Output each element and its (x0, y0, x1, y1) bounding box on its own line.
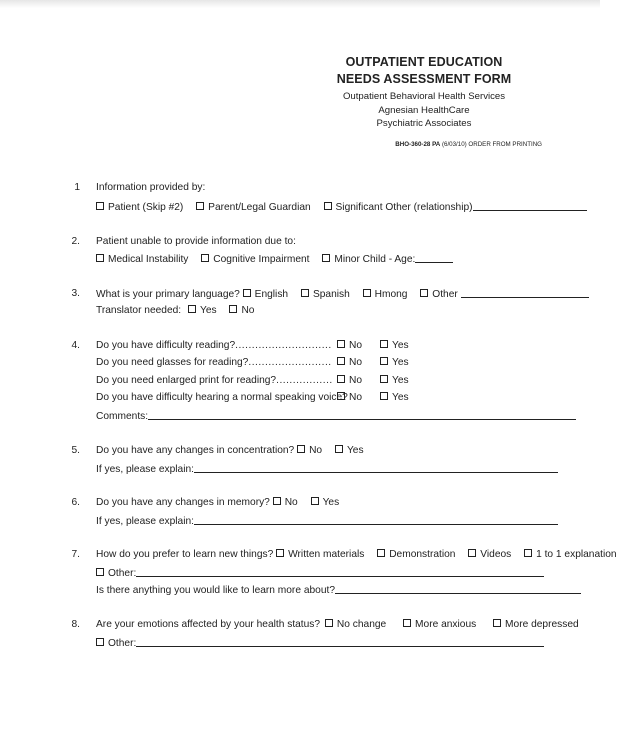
q5-yes-checkbox[interactable] (335, 445, 343, 453)
q8-other-label: Other: (108, 638, 137, 649)
q3-spanish-label: Spanish (312, 289, 350, 300)
q6-explain-field[interactable] (194, 514, 558, 525)
q2-number: 2. (71, 236, 80, 247)
q1-options (96, 200, 587, 214)
q7-one-to-one-label: 1 to 1 explanation (536, 549, 617, 560)
q4-number: 4. (71, 340, 80, 351)
q8-other-field[interactable] (136, 636, 544, 647)
q3-other-checkbox[interactable] (420, 289, 428, 297)
q7-more-label: Is there anything you would like to learn more about? (96, 585, 335, 596)
q3-english-label: English (254, 289, 289, 300)
q5-explain-field[interactable] (194, 462, 558, 473)
q5-explain-label: If yes, please explain: (96, 464, 194, 475)
q4-item-label: Do you have difficulty reading? (96, 340, 236, 351)
q3-other-field[interactable] (461, 287, 589, 298)
q3-line (96, 287, 589, 301)
q8-other-checkbox[interactable] (96, 638, 104, 646)
q4-yes-label: Yes (392, 392, 409, 403)
q4-item-row (96, 356, 332, 369)
q8-no-change-checkbox[interactable] (325, 619, 333, 627)
q6-number: 6. (71, 497, 80, 508)
q1-significant-other-checkbox[interactable] (324, 202, 332, 210)
q8-anxious-label: More anxious (415, 619, 477, 630)
q4-no-checkbox[interactable] (337, 375, 345, 383)
q4-yes-label: Yes (392, 340, 409, 351)
q8-no-change-label: No change (336, 619, 387, 630)
q4-yes-checkbox[interactable] (380, 357, 388, 365)
q4-no-label: No (349, 357, 363, 368)
q6-no-label: No (284, 497, 298, 508)
q5-number: 5. (71, 445, 80, 456)
q4-no-checkbox[interactable] (337, 392, 345, 400)
q7-demonstration-checkbox[interactable] (377, 549, 385, 557)
q4-item-options (337, 374, 409, 387)
q4-yes-checkbox[interactable] (380, 392, 388, 400)
q1-significant-other-label: Significant Other (relationship) (335, 202, 473, 213)
q4-item-label: Do you need enlarged print for reading? (96, 375, 277, 386)
q5-explain-line (96, 462, 558, 476)
q4-item-options (337, 356, 409, 369)
q1-label: Information provided by: (96, 182, 206, 193)
q7-written-label: Written materials (288, 549, 365, 560)
q4-no-checkbox[interactable] (337, 357, 345, 365)
q7-videos-checkbox[interactable] (468, 549, 476, 557)
q7-other-field[interactable] (136, 566, 544, 577)
q1-number: 1 (74, 182, 80, 193)
q4-item-row (96, 374, 333, 387)
q6-label: Do you have any changes in memory? (96, 497, 270, 508)
q6-explain-label: If yes, please explain: (96, 516, 194, 527)
q4-comments-field[interactable] (148, 409, 576, 420)
q1-patient-checkbox[interactable] (96, 202, 104, 210)
q4-item-row (96, 339, 332, 352)
q4-yes-label: Yes (392, 375, 409, 386)
q2-cognitive-checkbox[interactable] (201, 254, 209, 262)
q2-minor-label: Minor Child - Age: (334, 254, 416, 265)
q5-label: Do you have any changes in concentration? (96, 445, 295, 456)
q1-guardian-checkbox[interactable] (196, 202, 204, 210)
q1-patient-label: Patient (Skip #2) (108, 202, 184, 213)
q4-yes-checkbox[interactable] (380, 375, 388, 383)
q3-number: 3. (71, 288, 80, 299)
q3-hmong-label: Hmong (374, 289, 408, 300)
form-code: BHO-360-28 PA (395, 141, 441, 148)
q1-relationship-field[interactable] (473, 200, 587, 211)
q6-no-checkbox[interactable] (273, 497, 281, 505)
q4-no-checkbox[interactable] (337, 340, 345, 348)
q4-item-label: Do you have difficulty hearing a normal speaking voice? (96, 392, 348, 403)
q6-yes-checkbox[interactable] (311, 497, 319, 505)
q2-medical-checkbox[interactable] (96, 254, 104, 262)
q8-line (96, 618, 579, 631)
q2-age-field[interactable] (415, 252, 453, 263)
q3-other-label: Other (432, 289, 458, 300)
q3-translator-no-checkbox[interactable] (229, 305, 237, 313)
q7-label: How do you prefer to learn new things? (96, 549, 274, 560)
q7-other-checkbox[interactable] (96, 568, 104, 576)
q4-comments-label: Comments: (96, 411, 149, 422)
q7-one-to-one-checkbox[interactable] (524, 549, 532, 557)
q4-no-label: No (349, 375, 363, 386)
form-number (395, 141, 542, 148)
q7-more-line (96, 583, 581, 597)
form-date: (6/03/10) ORDER FROM PRINTING (441, 141, 542, 148)
q3-spanish-checkbox[interactable] (301, 289, 309, 297)
q4-item-options (337, 339, 409, 352)
q3-translator-label: Translator needed: (96, 305, 182, 316)
q4-item-leader: ......................... (248, 357, 332, 368)
q7-number: 7. (71, 549, 80, 560)
q4-item-label: Do you need glasses for reading? (96, 357, 249, 368)
q2-medical-label: Medical Instability (108, 254, 189, 265)
q8-depressed-label: More depressed (505, 619, 579, 630)
page-top-shadow (0, 0, 600, 8)
q8-depressed-checkbox[interactable] (493, 619, 501, 627)
q4-comments-line (96, 409, 576, 423)
org-name: Agnesian HealthCare (378, 104, 470, 116)
q8-other-line (96, 636, 544, 650)
q2-label: Patient unable to provide information due to: (96, 236, 296, 247)
q1-guardian-label: Parent/Legal Guardian (208, 202, 311, 213)
q6-line (96, 496, 339, 509)
org-department: Outpatient Behavioral Health Services (342, 91, 506, 102)
q3-hmong-checkbox[interactable] (363, 289, 371, 297)
q4-yes-label: Yes (392, 357, 409, 368)
q4-item-leader: ................. (276, 375, 333, 386)
q5-line (96, 444, 364, 457)
form-title-line2: NEEDS ASSESSMENT FORM (336, 72, 512, 86)
q8-number: 8. (71, 619, 80, 630)
q2-options (96, 252, 453, 266)
q6-yes-label: Yes (322, 497, 340, 508)
q7-other-label: Other: (108, 568, 137, 579)
q5-no-checkbox[interactable] (297, 445, 305, 453)
q4-no-label: No (349, 392, 363, 403)
q7-more-field[interactable] (335, 583, 581, 594)
q4-item-row (96, 391, 348, 404)
q4-item-options (337, 391, 409, 404)
q3-translator-no-label: No (241, 305, 255, 316)
q2-cognitive-label: Cognitive Impairment (213, 254, 310, 265)
q3-translator-yes-label: Yes (199, 305, 217, 316)
q4-item-leader: ............................. (235, 340, 332, 351)
q7-line (96, 548, 617, 561)
q7-videos-label: Videos (480, 549, 512, 560)
q6-explain-line (96, 514, 558, 528)
org-unit: Psychiatric Associates (376, 118, 472, 129)
q2-minor-checkbox[interactable] (322, 254, 330, 262)
q3-label: What is your primary language? (96, 289, 240, 300)
q3-translator-yes-checkbox[interactable] (188, 305, 196, 313)
q7-demonstration-label: Demonstration (389, 549, 456, 560)
q3-translator-line (96, 304, 254, 317)
q5-yes-label: Yes (346, 445, 364, 456)
q7-written-checkbox[interactable] (276, 549, 284, 557)
q5-no-label: No (309, 445, 323, 456)
form-header (304, 54, 544, 131)
q7-other-line (96, 566, 544, 580)
q4-no-label: No (349, 340, 363, 351)
q3-english-checkbox[interactable] (243, 289, 251, 297)
q8-label: Are your emotions affected by your health status? (96, 619, 321, 630)
q4-yes-checkbox[interactable] (380, 340, 388, 348)
q8-anxious-checkbox[interactable] (403, 619, 411, 627)
form-title-line1: OUTPATIENT EDUCATION (345, 55, 503, 69)
